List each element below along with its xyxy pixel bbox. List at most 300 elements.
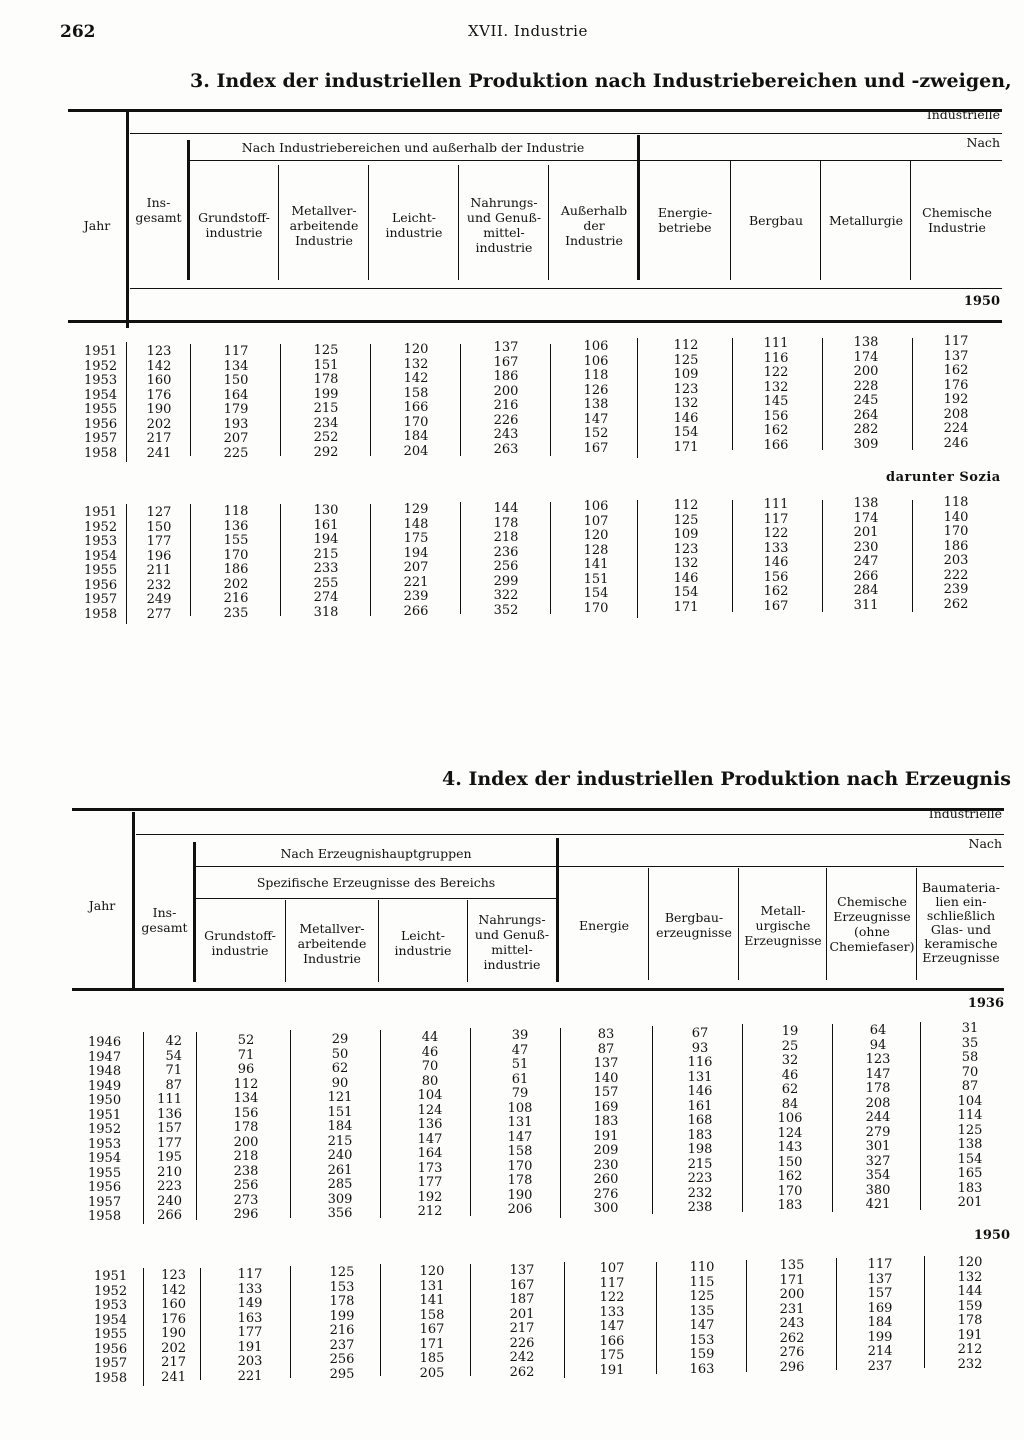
table-cell: 104 (957, 1093, 983, 1109)
table-cell: 178 (493, 515, 519, 531)
table-cell: 198 (687, 1142, 713, 1157)
table-cell: 177 (157, 1135, 182, 1151)
table-cell: 243 (779, 1316, 805, 1331)
table4-b2-chemie (840, 1258, 920, 1374)
table-cell: 104 (417, 1088, 443, 1103)
table-cell: 64 (869, 1023, 887, 1038)
table3-b1-bergbau (736, 337, 816, 453)
table-cell: 135 (779, 1258, 805, 1273)
table3-rule (368, 165, 369, 280)
table-cell: 284 (853, 583, 879, 598)
table-cell: 256 (233, 1178, 259, 1193)
table-cell: 111 (157, 1092, 182, 1107)
table3-b2-years (84, 506, 124, 622)
table3-rule (190, 504, 191, 616)
table-cell: 160 (161, 1297, 186, 1312)
table-cell: 309 (853, 436, 879, 452)
table4-b2-metallurg (752, 1259, 832, 1375)
table-cell: 186 (223, 562, 249, 577)
table-cell: 177 (237, 1325, 263, 1340)
table-cell: 132 (403, 356, 429, 372)
table-cell: 240 (327, 1148, 353, 1163)
table4-group1-sub-label: Spezifische Erzeugnisse des Bereichs (256, 874, 496, 890)
table3-rule (460, 502, 461, 614)
table-cell: 282 (853, 422, 879, 437)
table-cell: 71 (165, 1063, 182, 1078)
table3-rule (370, 504, 371, 616)
table-cell: 1956 (94, 1341, 128, 1357)
table-cell: 87 (961, 1079, 979, 1094)
table-cell: 262 (943, 596, 969, 612)
table-cell: 142 (161, 1282, 186, 1298)
table4-year-divider (132, 812, 135, 988)
table-cell: 214 (867, 1344, 893, 1359)
table-cell: 1952 (94, 1283, 128, 1299)
table-cell: 176 (161, 1311, 186, 1327)
table-cell: 190 (507, 1187, 533, 1203)
table3-b1-chemie (916, 335, 996, 451)
table3-b2-energie (646, 499, 726, 615)
table3-sub-label: darunter Sozia (886, 470, 1001, 485)
table-cell: 137 (943, 348, 969, 364)
table3-rule (460, 344, 461, 456)
table-cell: 152 (583, 426, 609, 441)
table4-b2-metall (302, 1266, 382, 1382)
table-cell: 51 (511, 1057, 529, 1072)
table-cell: 157 (593, 1085, 619, 1100)
table-cell: 120 (403, 342, 429, 357)
table-cell: 159 (957, 1298, 983, 1314)
table-cell: 277 (146, 606, 172, 622)
table-cell: 200 (233, 1134, 259, 1150)
table-cell: 191 (237, 1339, 263, 1355)
table4-col-leicht: Leicht- industrie (394, 928, 452, 958)
running-head: XVII. Industrie (468, 22, 588, 40)
table-cell: 200 (493, 383, 519, 399)
table-cell: 247 (853, 554, 879, 569)
table3-col-insgesamt: Ins- gesamt (135, 195, 182, 225)
table-cell: 159 (689, 1347, 715, 1362)
table-cell: 318 (313, 604, 339, 620)
table-cell: 130 (313, 503, 339, 518)
table-cell: 1958 (94, 1370, 128, 1386)
table-cell: 147 (417, 1131, 443, 1147)
table-cell: 226 (493, 412, 519, 428)
table-cell: 151 (327, 1104, 353, 1120)
table4-rule (378, 900, 379, 982)
table-cell: 147 (583, 411, 609, 427)
table-cell: 94 (869, 1037, 887, 1053)
table4-rule (290, 1266, 291, 1378)
table-cell: 262 (779, 1330, 805, 1346)
table3-rule (548, 165, 549, 280)
table-cell: 209 (593, 1143, 619, 1158)
table-cell: 237 (867, 1358, 893, 1374)
table-cell: 246 (943, 435, 969, 451)
table-cell: 128 (583, 542, 609, 558)
table-cell: 178 (957, 1313, 983, 1328)
table-cell: 1953 (94, 1298, 128, 1313)
table4-b1-insgesamt (140, 1035, 182, 1224)
table-cell: 160 (146, 373, 172, 388)
table-cell: 205 (419, 1365, 445, 1381)
table3-col-energie: Energie- betriebe (657, 205, 713, 235)
table-cell: 183 (777, 1198, 803, 1213)
table-cell: 136 (223, 518, 249, 534)
table3-b1-ausserhalb (556, 340, 636, 456)
table-cell: 237 (329, 1337, 355, 1353)
table-cell: 238 (687, 1200, 713, 1215)
table4-col-insgesamt: Ins- gesamt (141, 905, 188, 935)
table-cell: 266 (853, 568, 879, 584)
table-cell: 163 (689, 1361, 715, 1377)
table-cell: 151 (313, 357, 339, 373)
table-cell: 138 (957, 1137, 983, 1152)
table-cell: 150 (777, 1154, 803, 1170)
page-number: 262 (60, 22, 96, 42)
table-cell: 1958 (84, 606, 118, 622)
table4-rule (196, 898, 558, 899)
table-cell: 199 (329, 1308, 355, 1324)
table3-rule (637, 500, 638, 618)
table-cell: 202 (223, 576, 249, 592)
table-cell: 1953 (84, 373, 118, 388)
table-cell: 178 (507, 1173, 533, 1188)
table-cell: 295 (329, 1366, 355, 1382)
table-cell: 31 (961, 1021, 979, 1036)
table-cell: 118 (583, 368, 609, 383)
table-cell: 117 (599, 1275, 625, 1291)
table-cell: 129 (403, 502, 429, 517)
table4-rule (467, 900, 468, 982)
table-cell: 322 (493, 588, 519, 603)
table-cell: 144 (493, 501, 519, 516)
table4-b2-baumat (930, 1256, 1010, 1372)
table4-rule (648, 868, 649, 980)
table-cell: 164 (223, 387, 249, 403)
table-cell: 125 (329, 1265, 355, 1280)
table-cell: 127 (146, 505, 172, 520)
table-cell: 32 (781, 1053, 799, 1068)
table-cell: 137 (593, 1056, 619, 1071)
table-cell: 155 (223, 533, 249, 548)
table4-b2-insgesamt (144, 1269, 186, 1385)
table-cell: 239 (943, 582, 969, 597)
table-cell: 175 (403, 531, 429, 546)
table-cell: 223 (687, 1171, 713, 1186)
table-cell: 276 (779, 1345, 805, 1360)
table-cell: 140 (593, 1070, 619, 1086)
table3-rule (910, 160, 911, 280)
table-cell: 256 (329, 1352, 355, 1367)
table-cell: 226 (509, 1335, 535, 1351)
table-cell: 216 (329, 1323, 355, 1338)
table4-b1-bergbau (660, 1027, 740, 1216)
table-cell: 1956 (88, 1180, 122, 1195)
table-cell: 256 (493, 559, 519, 574)
table-cell: 116 (763, 350, 789, 366)
table-cell: 300 (593, 1201, 619, 1216)
table4-header-bottom-rule (72, 988, 1004, 991)
table-cell: 137 (867, 1271, 893, 1287)
table-cell: 216 (223, 591, 249, 606)
table3-rule (732, 500, 733, 612)
table-cell: 29 (331, 1032, 349, 1047)
table-cell: 149 (237, 1296, 263, 1311)
table3-b2-bergbau (736, 498, 816, 614)
table4-rule (916, 868, 917, 980)
table-cell: 142 (146, 358, 172, 374)
table4-b2-nahrung (482, 1264, 562, 1380)
table-cell: 1951 (84, 344, 118, 359)
table4-rule (656, 1262, 657, 1374)
table-cell: 190 (161, 1326, 186, 1341)
table4-rule (556, 838, 559, 982)
table-cell: 273 (233, 1192, 259, 1208)
table-cell: 179 (223, 402, 249, 417)
table3-col-chemie: Chemische Industrie (922, 205, 992, 235)
table-cell: 183 (957, 1180, 983, 1196)
table-cell: 154 (673, 585, 699, 600)
table-cell: 134 (223, 358, 249, 374)
table3-col-leicht: Leicht- industrie (385, 210, 443, 240)
table-cell: 174 (853, 510, 879, 526)
table-cell: 191 (593, 1128, 619, 1144)
table-cell: 164 (417, 1146, 443, 1161)
table-cell: 352 (493, 602, 519, 618)
table-cell: 276 (593, 1186, 619, 1202)
table-cell: 194 (403, 545, 429, 561)
table-cell: 145 (763, 394, 789, 409)
table-cell: 166 (599, 1333, 625, 1349)
table-cell: 216 (493, 398, 519, 413)
table-cell: 173 (417, 1160, 443, 1176)
table-cell: 174 (853, 349, 879, 365)
table3-rule (822, 500, 823, 612)
table-cell: 156 (233, 1105, 259, 1121)
table4-rule (746, 1260, 747, 1372)
table4-rule (564, 1262, 565, 1378)
table-cell: 106 (583, 353, 609, 369)
table-cell: 117 (943, 334, 969, 349)
table-cell: 244 (865, 1110, 891, 1125)
table-cell: 1950 (88, 1093, 122, 1108)
table-cell: 169 (867, 1300, 893, 1316)
table-cell: 143 (777, 1140, 803, 1155)
table3-rule (190, 344, 191, 456)
table-cell: 201 (853, 525, 879, 540)
table3-b2-metallurgie (826, 497, 906, 613)
table3-b1-energie (646, 339, 726, 455)
table-cell: 58 (961, 1050, 979, 1065)
table-cell: 1949 (88, 1078, 122, 1094)
table-cell: 221 (403, 574, 429, 590)
table3-col-jahr: Jahr (83, 217, 111, 233)
table-cell: 167 (493, 354, 519, 370)
table3-b1-leicht (376, 343, 456, 459)
table-cell: 1956 (84, 416, 118, 432)
table4-b1-energie (566, 1028, 646, 1217)
table-cell: 240 (157, 1193, 182, 1209)
table-cell: 161 (313, 517, 339, 533)
table-cell: 46 (421, 1044, 439, 1060)
table-cell: 170 (943, 524, 969, 539)
table-cell: 107 (583, 513, 609, 529)
table-cell: 202 (146, 416, 172, 432)
table4-b1-baumat (930, 1022, 1010, 1211)
table-cell: 1952 (84, 358, 118, 374)
table4-b1-grundstoff (206, 1034, 286, 1223)
table-cell: 195 (157, 1150, 182, 1165)
table-cell: 1948 (88, 1064, 122, 1079)
table-cell: 154 (583, 586, 609, 601)
table-cell: 192 (943, 392, 969, 407)
table-cell: 212 (417, 1204, 443, 1219)
table-cell: 215 (313, 546, 339, 562)
table-cell: 117 (237, 1267, 263, 1282)
table-cell: 112 (233, 1076, 259, 1092)
table-cell: 117 (763, 511, 789, 527)
table-cell: 1955 (94, 1327, 128, 1342)
table-cell: 47 (511, 1042, 529, 1058)
table-cell: 112 (673, 498, 699, 513)
table-cell: 178 (865, 1081, 891, 1096)
table-cell: 190 (146, 402, 172, 417)
table-cell: 217 (509, 1321, 535, 1336)
table4-b2-grundstoff (210, 1268, 290, 1384)
table-cell: 109 (673, 367, 699, 382)
table4-b2-energie (572, 1262, 652, 1378)
table3-rule (130, 133, 1002, 134)
table-cell: 133 (763, 540, 789, 556)
table4-col-chemie: Chemische Erzeugnisse (ohne Chemiefaser) (829, 894, 915, 954)
table-cell: 134 (233, 1091, 259, 1106)
table-cell: 70 (961, 1064, 979, 1080)
table-cell: 380 (865, 1182, 891, 1198)
table-cell: 162 (763, 584, 789, 599)
table-cell: 163 (237, 1310, 263, 1326)
table3-b2-metall (286, 504, 366, 620)
table-cell: 147 (689, 1318, 715, 1333)
table-cell: 154 (673, 425, 699, 440)
table4-rule (196, 866, 1004, 867)
table-cell: 238 (233, 1163, 259, 1179)
table4-rule (560, 1028, 561, 1218)
table3-group2-label: Nach (966, 135, 1000, 150)
table-cell: 147 (507, 1129, 533, 1145)
table-cell: 236 (493, 544, 519, 560)
table-cell: 1954 (94, 1312, 128, 1328)
table4-b1-years (88, 1036, 128, 1225)
table-cell: 207 (223, 431, 249, 446)
table-cell: 194 (313, 532, 339, 547)
table-cell: 264 (853, 407, 879, 423)
table4-col-energie: Energie (579, 917, 629, 933)
table-cell: 1954 (88, 1151, 122, 1166)
table3-b2-chemie (916, 496, 996, 612)
table3-year-divider (126, 112, 129, 328)
table-cell: 123 (161, 1268, 186, 1283)
table-cell: 138 (853, 335, 879, 350)
table-cell: 150 (146, 519, 172, 535)
table4-rule (196, 1032, 197, 1220)
table-cell: 124 (417, 1102, 443, 1118)
table-cell: 1955 (84, 402, 118, 417)
table-cell: 260 (593, 1172, 619, 1187)
table-cell: 208 (943, 406, 969, 422)
table-cell: 208 (865, 1095, 891, 1111)
table3-rule (280, 504, 281, 616)
table-cell: 106 (583, 499, 609, 514)
table4-rule (200, 1268, 201, 1380)
table-cell: 120 (957, 1255, 983, 1270)
table-cell: 132 (957, 1269, 983, 1285)
table-cell: 140 (943, 509, 969, 525)
table3-rule (820, 160, 821, 280)
table-cell: 122 (763, 365, 789, 380)
table-cell: 52 (237, 1033, 255, 1048)
table3-b2-ausserhalb (556, 500, 636, 616)
table4-col-nahrung: Nahrungs- und Genuß- mittel- industrie (474, 912, 550, 972)
table-cell: 215 (327, 1133, 353, 1149)
table3-rule (190, 160, 1002, 161)
table3-rule (822, 338, 823, 450)
table4-rule (285, 900, 286, 982)
table-cell: 123 (673, 541, 699, 557)
table-cell: 125 (689, 1289, 715, 1304)
table-cell: 222 (943, 567, 969, 583)
table-cell: 132 (673, 556, 699, 571)
table3-rule (280, 344, 281, 456)
table-cell: 109 (673, 527, 699, 542)
table-cell: 124 (777, 1125, 803, 1141)
table-cell: 235 (223, 605, 249, 621)
table-cell: 167 (509, 1277, 535, 1293)
table-cell: 93 (691, 1040, 709, 1056)
table-cell: 1951 (88, 1107, 122, 1123)
table-cell: 279 (865, 1124, 891, 1140)
table-cell: 165 (957, 1166, 983, 1181)
table4-col-jahr: Jahr (88, 897, 116, 913)
table-cell: 261 (327, 1162, 353, 1178)
table-cell: 309 (327, 1191, 353, 1207)
table4-b2-years (94, 1270, 134, 1386)
table-cell: 161 (687, 1098, 713, 1114)
table4-base1-label: 1936 (967, 996, 1004, 1011)
table-cell: 200 (779, 1287, 805, 1302)
table-cell: 201 (957, 1195, 983, 1210)
table-cell: 201 (509, 1306, 535, 1322)
table-cell: 148 (403, 516, 429, 532)
table-cell: 125 (957, 1122, 983, 1138)
table-cell: 35 (961, 1035, 979, 1051)
table-cell: 252 (313, 430, 339, 445)
table3-b1-metallurgie (826, 336, 906, 452)
table3-rule (370, 344, 371, 456)
table-cell: 115 (689, 1274, 715, 1290)
table3-b1-grundstoff (196, 345, 276, 461)
table-cell: 218 (233, 1149, 259, 1164)
table4-rule (920, 1022, 921, 1210)
table-cell: 162 (763, 423, 789, 438)
table-cell: 118 (223, 504, 249, 519)
table-cell: 67 (691, 1026, 709, 1041)
table-cell: 153 (329, 1279, 355, 1295)
table-cell: 167 (763, 598, 789, 614)
table4-top-rule (72, 808, 1004, 811)
table-cell: 126 (583, 382, 609, 398)
table-cell: 1947 (88, 1049, 122, 1065)
